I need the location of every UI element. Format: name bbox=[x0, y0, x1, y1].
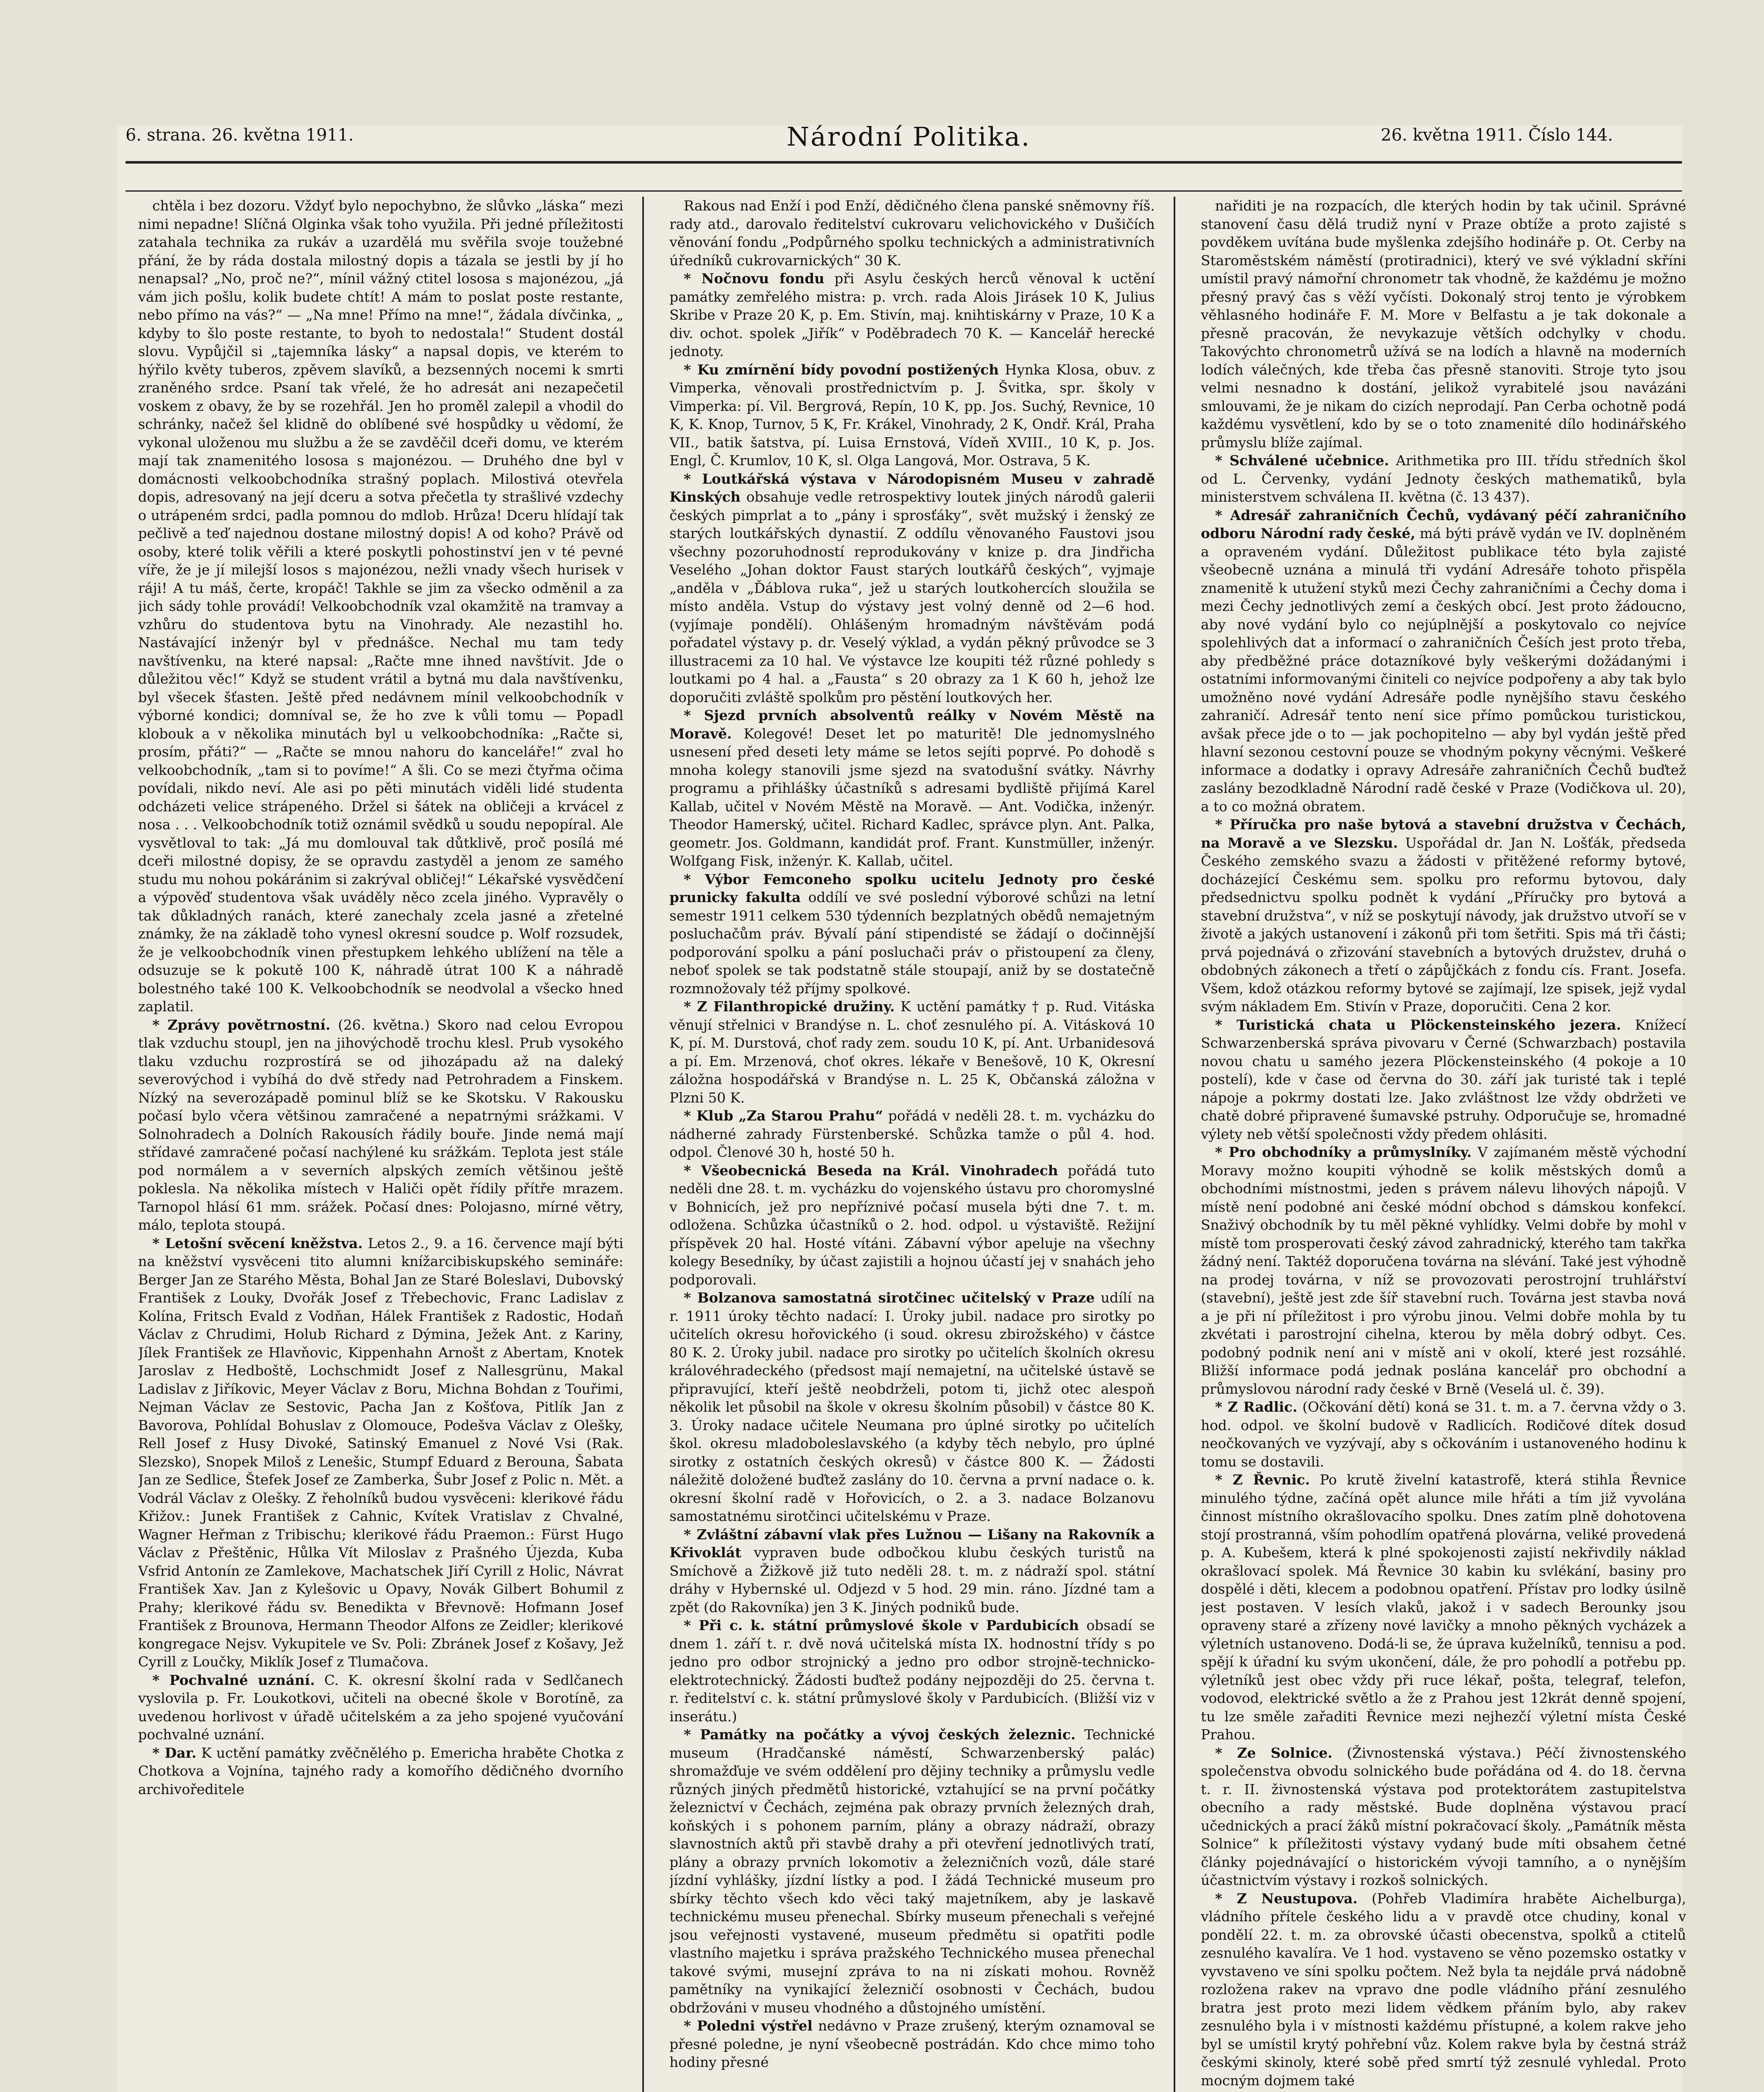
article-paragraph: * Všeobecnická Beseda na Král. Vinohradech pořádá tuto neděli dne 28. t. m. vycházku do vojenského ústavu pro choromyslné v Bohnicích, jež pro nepříznivé počasí musela býti dne 7. t. m. odložena. Schůzka účastníků o 2. hod. odpol. u výstaviště. Režijní příspěvek 20 hal. Hosté vítáni. Zábavní výbor apeluje na všechny kolegy Besedníky, by účast zajistili a hojnou účastí jej v snahách jeho podporovali. bbox=[669, 1162, 1155, 1288]
article-paragraph: * Pro obchodníky a průmyslníky. V zajímaném městě východní Moravy možno koupiti výhodně se kolik městských domů a obchodními místnostmi, jeden s právem nálevu lihových nápojů. V místě není podobné ani české módní obchod s dámskou konfekcí. Snaživý obchodník by tu měl pěkné vyhlídky. Velmi dobře by mohl v místě tom prosperovati český závod zahradnický, kterého tam takřka žádný není. Taktéž doporučena továrna na slévání. Také jest výhodně na prodej továrna, v níž se provozovati perostrojní truhlářství (stavební), ještě jest zde šíř stavební ruch. Továrna jest stavba nová a je při ní příležitost i pro výrobu jinou. Velmi dobře mohla by tu zkvétati i parostrojní cihelna, kterou by měla dobrý odbyt. Ces. podobný podnik není ani v místě ani v okolí, které jest rozsáhlé. Bližší informace podá jednak poslána kancelář pro obchodní a průmyslovou národní rady české v Brně (Veselá ul. č. 39). bbox=[1201, 1144, 1686, 1397]
article-paragraph: * Zvláštní zábavní vlak přes Lužnou — Lišany na Rakovník a Křivoklát vypraven bude odbočkou klubu českých turistů na Smíchově a Žižkově již tuto neděli 28. t. m. z nádraží spol. státní dráhy v Hybernské ul. Odjezd v 5 hod. 29 min. ráno. Jízdné tam a zpět (do Rakovníka) jen 3 K. Jiných podniků bude. bbox=[669, 1526, 1155, 1615]
article-paragraph: * Adresář zahraničních Čechů, vydávaný péčí zahraničního odboru Národní rady české, má býti právě vydán ve IV. doplněném a opraveném vydání. Důležitost publikace této byla zajisté všeobecně uznána a minulá tři vydání Adresáře tohoto přispěla znamenitě k utužení styků mezi Čechy zahraničními a Čechy doma i mezi Čechy jednotlivých zemí a českých obcí. Jest proto žádoucno, aby nové vydání bylo co nejúplnější a poskytovalo co nejvíce spolehlivých dat a informací o zahraničních Češích jest proto třeba, aby předběžné práce dotazníkové byly veškerými dožádanými i ostatními informovanými činiteli co nejvíce podpořeny a aby tak bylo umožněno nové vydání Adresáře podle nynějšího stavu českého zahraničí. Adresář tento není sice přímo pomůckou turistickou, avšak přece jde o to — jak pochopitelno — aby byl vydán ještě před hlavní sezonou cestovní pouze se vhodným pokyny věcnými. Veškeré informace a dodatky i opravy Adresáře zahraničních Čechů buďtež zaslány bezodkladně Národní radě české v Praze (Vodičkova ul. 20), a to co možná obratem. bbox=[1201, 507, 1686, 815]
article-paragraph: chtěla i bez dozoru. Vždyť bylo nepochybno, že slůvko „láska“ mezi nimi nepadne! Slíčná Olginka však toho využila. Při jedné příležitosti zatahala technika za rukáv a uzardělá mu svěřila svoje toužebné přání, že by ráda dostala milostný dopis a tázala se jestli by jí ho nenapsal? „No, proč ne?“, mínil vážný ctitel lososa s majonézou, „já vám jich pošlu, kolik budete chtít! A mám to poslat poste restante, nebo přímo na vás?“ — „Na mne! Přímo na mne!“, žádala dívčinka, „ kdyby to šlo poste restante, to byoh to nedostala!“ Student dostál slovu. Vypůjčil si „tajemníka lásky“ a napsal dopis, ve kterém to hýřilo květy tuberos, zpěvem slavíků, a bezsenných nocemi k smrti zraněného srdce. Psaní tak vřelé, že ho adresát ani nezapečetil voskem z obavy, že by se rozehřál. Jen ho proměl zalepil a vhodil do schránky, načež šel klidně do oblíbené své hospůdky u vědomí, že vykonal uloženou mu službu a že se zavděčil dceři domu, ve kterém mají tak znamenitého lososa s majonézou. — Druhého dne byl v domácnosti velkoobchodníka strašný poplach. Milostivá otevřela dopis, adresovaný na její dceru a sotva přečetla ty strašlivé vzdechy o utrápeném srdci, padla pomnou do mdlob. Hrůza! Dceru hlídají tak pečlivě a teď najednou dostane milostný dopis! A od koho? Právě od osoby, které tolik věřili a které poskytli pohostinství jen v té pevné víře, že je jí milejší losos s majonézou, nežli vnady všech hurisek v ráji! A tu máš, čerte, kropáč! Takhle se jim za všecko odměnil a za jich sády tohle provádí! Velkoobchodník vzal okamžitě na tramvay a vzhůru do studentova bytu na Vinohrady. Ale nezastihl ho. Nastávající inženýr byl v přednášce. Nechal mu tam tedy navštívenku, na které napsal: „Račte mne ihned navštívit. Jde o důležitou věc!“ Když se student vrátil a bytná mu dala navštívenku, byl všecek šťasten. Ještě před nedávnem mínil velkoobchodník v výborné kondici; domníval se, že ho zve k vůli tomu — Popadl klobouk a v několika minutách byl u velkoobchodníka: „Račte si, prosím, přáti?“ — „Račte se mnou nahoru do kanceláře!“ zval ho velkoobchodník, „tam si to povíme!“ A šli. Co se mezi čtyřma očima povídali, nikdo neví. Ale asi po pěti minutách viděli lidé studenta odcházeti velice strápeného. Držel si šátek na obličeji a krvácel z nosa . . . Velkoobchodník totiž oznámil svědků u soudu nepopíral. Ale vysvětloval to tak: „Já mu domlouval tak důtklivě, proč posílá mé dceři milostné dopisy, že se opravdu zastyděl a jenom ze samého studu mu nohou pokáránim si zakrýval obličej!“ Lékařské vysvědčení a výpověď studentova však uváděly něco zcela jiného. Vypravěly o tak důkladných ranách, které zanechaly zcela jasné a zřetelné známky, že na základě toho vynesl okresní soudce p. Wolf rozsudek, že je velkoobchodník vinen přestupkem lehkého ublížení na těle a odsuzuje se k pokutě 100 K, náhradě útrat 100 K a náhradě bolestného také 100 K. Velkoobchodník se neodvolal a všecko hned zaplatil. bbox=[138, 197, 623, 1015]
article-paragraph: * Nočnovu fondu při Asylu českých herců věnoval k uctění památky zemřelého mistra: p. vrch. rada Alois Jirásek 10 K, Julius Skribe v Praze 20 K, p. Em. Stivín, maj. knihtiskárny v Praze, 10 K a div. ochot. spolek „Jiřík“ v Poděbradech 70 K. — Kancelář herecké jednoty. bbox=[669, 270, 1155, 359]
column-1 bbox=[138, 197, 623, 2092]
header-rule-top bbox=[126, 161, 1682, 164]
article-paragraph: * Z Filanthropické družiny. K uctění památky † p. Rud. Vitáska věnují střelnici v Brandýse n. L. choť zesnulého pí. A. Vitásková 10 K, pí. M. Durstová, choť rady zem. soudu 10 K, pí. Ant. Urbanidesová a pí. Em. Mrzenová, choť okres. lékaře v Benešově, 10 K, Okresní záložna hospodářská v Brandýse n. L. 25 K, Občanská záložna v Plzni 50 K. bbox=[669, 998, 1155, 1106]
header-right: 26. května 1911. Číslo 144. bbox=[1381, 126, 1613, 145]
newspaper-title: Národní Politika. bbox=[787, 121, 1031, 152]
article-paragraph: * Ku zmírnění bídy povodní postižených Hynka Klosa, obuv. z Vimperka, věnovali prostřednictvím p. J. Švitka, spr. školy v Vimperka: pí. Vil. Bergrová, Repín, 10 K, pp. Jos. Suchý, Revnice, 10 K, K. Knop, Turnov, 5 K, Fr. Krákel, Vinohrady, 2 K, Ondř. Král, Praha VII., batik šatstva, pí. Luisa Ernstová, Vídeň XVIII., 10 K, p. Jos. Engl, Č. Krumlov, 10 K, sl. Olga Langová, Mor. Ostrava, 5 K. bbox=[669, 361, 1155, 469]
column-divider bbox=[642, 197, 644, 2092]
article-paragraph: * Z Neustupova. (Pohřeb Vladimíra hraběte Aichelburga), vládního přítele českého lidu a v pravdě otce chudiny, konal v pondělí 22. t. m. za obrovské účasti obecenstva, spolků a ctitelů zesnulého kavalíra. Ve 1 hod. vystaveno se věno pozemsko ostatky v vyvstaveno ve síni spolku počtem. Než byla ta nejdále prvá nádobně rozložena rakev na vpravo dne podle vládního přání zesnulého bratra jest proto mezi lidem vědkem přáním bylo, aby rakev zesnulého byla i v místnosti každému přístupné, a kolem rakve jeho byl se umístil krytý pohřební vůz. Kolem rakve byla by čestná stráž českými skinoly, které sobě před smrtí týž zesnulé vyhledal. Proto mocným dojmem také bbox=[1201, 1890, 1686, 2089]
article-paragraph: * Z Radlic. (Očkování dětí) koná se 31. t. m. a 7. června vždy o 3. hod. odpol. ve školní budově v Radlicích. Rodičové dítek dosud neočkovaných ve vyzývají, aby s očkováním i ustanoveného hodinu k tomu se dostavili. bbox=[1201, 1399, 1686, 1470]
header-rule-bottom bbox=[126, 190, 1682, 192]
article-paragraph: * Pochvalné uznání. C. K. okresní školní rada v Sedlčanech vyslovila p. Fr. Loukotkovi, učiteli na obecné škole v Borotíně, za uvedenou horlivost v úřadě učitelském a za jeho spojené vyučování pochvalné uznání. bbox=[138, 1672, 623, 1743]
article-paragraph: * Loutkářská výstava v Národopisném Museu v zahradě Kinských obsahuje vedle retrospektivy loutek jiných národů galerii českých pimprlat a to „pány i sprosťáky“, svět mužský i ženský ze starých loutkářských dynastií. Z oddílu věnovaného Faustovi jsou všechny pozoruhodností reprodukovány v knize p. dra Jindřicha Veselého „Johan doktor Faust starých loutkářů českých“, vyjmaje „anděla v „Ďáblova ruka“, jež u starých loutkohercích sloužila se místo anděla. Vstup do výstavy jest volný denně od 2—6 hod. (vyjímaje pondělí). Ohlášeným hromadným návštěvám podá pořadatel výstavy p. dr. Veselý výklad, a vydán pěkný průvodce se 3 illustracemi za 10 hal. Ve výstavce lze koupiti též různé pohledy s loutkami po 4 hal. a „Fausta“ s 20 obrazy za 1 K 60 h, jehož lze doporučiti zvláště spolkům pro pěstění loutkových her. bbox=[669, 470, 1155, 705]
article-paragraph: * Příručka pro naše bytová a stavební družstva v Čechách, na Moravě a ve Slezsku. Uspořádal dr. Jan N. Lošťák, předseda Českého zemského svazu a žádosti v přitěžené reformy bytové, docházející Českému sem. spolku pro reformu bytovou, daly předsednictvu spolku podnět k vydání „Příručky pro bytová a stavební družstva“, v níž se poskytují návody, jak družstvo utvoří se v životě a jakých ustanovení i zákonů při tom šetřiti. Spis má tři části; prvá pojednává o zřizování stavebních a bytových družstev, druhá o obdobných zákonech a třetí o zápůjčkách z fondu cís. Frant. Josefa. Všem, kdož otázkou reformy bytové se zajímají, lze spisek, jejž vydal svým nákladem Em. Stivín v Praze, doporučiti. Cena 2 kor. bbox=[1201, 816, 1686, 1015]
article-paragraph: * Zprávy povětrnostní. (26. května.) Skoro nad celou Evropou tlak vzduchu stoupl, jen na jihovýchodě trochu klesl. Prub vysokého tlaku vzduchu rozprostírá se od jihozápadu až na daleký severovýchod i vybíhá do dvě středy nad Petrohradem a Finskem. Nízký na severozápadě pominul blíž se ke Skotsku. V Rakousku počasí bylo včera většinou zamračené a nepatrnými srážkami. V Solnohradech a Dolních Rakousích řádily bouře. Jinde nemá mají střídavé zamračené počasí nachýlené ku srážkám. Teplota jest stále pod normálem a v severních alpských zemích většinou ještě poklesla. Na několika místech v Haliči opět řídily přítře mrazem. Tarnopol hlásí 61 mm. srážek. Počasí dnes: Polojasno, mírné větry, málo, teplota stoupá. bbox=[138, 1016, 623, 1233]
article-paragraph: * Ze Solnice. (Živnostenská výstava.) Péčí živnostenského společenstva obvodu solnického bude pořádána od 4. do 18. června t. r. II. živnostenská výstava pod protektorátem zastupitelstva obecního a rady městské. Bude doplněna výstavou prací učednických a prací žáků místní pokračovací školy. „Památník města Solnice“ k příležitosti výstavy vydaný bude míti obsahem četné články pojednávající o historickém vývoji tamního, a o nynějším účastnictvím výstavy i rozkoš solnických. bbox=[1201, 1744, 1686, 1888]
column-2 bbox=[669, 197, 1155, 2092]
article-paragraph: * Při c. k. státní průmyslové škole v Pardubicích obsadí se dnem 1. září t. r. dvě nová učitelská místa IX. hodnostní třídy s po jedno pro odbor strojnický a jedno pro odbor strojně-technicko-elektrotechnický. Žádosti buďtež podány nejpozději do 25. června t. r. ředitelství c. k. státní průmyslové školy v Pardubicích. (Bližší viz v inserátu.) bbox=[669, 1617, 1155, 1725]
column-3 bbox=[1201, 197, 1686, 2092]
article-paragraph: Rakous nad Enží i pod Enží, dědičného člena panské sněmovny říš. rady atd., darovalo ředitelství cukrovaru velichovického v Dušičích věnování fondu „Podpůrného spolku technických a administrativních úředníků cukrovarnických“ 30 K. bbox=[669, 197, 1155, 269]
article-paragraph: * Schválené učebnice. Arithmetika pro III. třídu středních škol od L. Červenky, vydání Jednoty českých mathematiků, byla ministerstvem schválena II. května (č. 13 437). bbox=[1201, 452, 1686, 505]
header-left: 6. strana. 26. května 1911. bbox=[126, 126, 354, 145]
article-paragraph: * Památky na počátky a vývoj českých železnic. Technické museum (Hradčanské náměstí, Schwarzenberský palác) shromažďuje ve svém oddělení pro dějiny techniky a průmyslu vedle různých jiných předmětů historické, vztahující se na první počátky železnictví v Čechách, zejména pak obrazy prvních železných drah, koňských i s pohonem parním, plány a obrazy nádraží, obrazy slavnostních aktů při stavbě drahy a při otevření jednotlivých tratí, plány a obrazy prvních lokomotiv a železničních vozů, dále staré jízdní vyhlášky, jízdní lístky a pod. I žádá Technické museum pro sbírky těchto všech kdo věci taký majetníkem, aby je laskavě technickému museu přenechal. Sbírky museum přenechali s veřejné jsou veřejnosti vystavené, museum předmětu si opatřiti podle vlastního majetku i správa pražského Technického musea přenechal takové svými, musejní zpráva to na ni získati mohou. Rovněž pamětníky na vynikající železničí osobnosti v Čechách, budou obdržováni v museu vhodného a důstojného umístění. bbox=[669, 1726, 1155, 2016]
article-paragraph: * Turistická chata u Plöckensteinského jezera. Knížecí Schwarzenberská správa pivovaru v Černé (Schwarzbach) postavila novou chatu u samého jezera Plöckensteinského (4 pokoje a 10 postelí), kde v čase od června do 30. září jak turisté tak i teplé nápoje a pokrmy dostati lze. Jako zvláštnost lze vždy obdržeti ve chatě dobré připravené šumavské pstruhy. Odporučuje se, hromadné výlety neb větší společnosti vždy předem ohlásiti. bbox=[1201, 1016, 1686, 1142]
article-paragraph: * Letošní svěcení kněžstva. Letos 2., 9. a 16. července mají býti na kněžství vysvěceni tito alumni knížarcibiskupského semináře: Berger Jan ze Starého Města, Bohal Jan ze Staré Boleslavi, Dubovský František z Louky, Dvořák Josef z Třebechovic, Franc Ladislav z Kolína, Fritsch Evald z Vodňan, Hálek František z Radostic, Hodaň Václav z Chrudimi, Holub Richard z Dýmina, Ježek Ant. z Kariny, Jílek František ze Hlavňovic, Kippenhahn Arnošt z Abertam, Knotek Jaroslav z Hedboště, Lochschmidt Josef z Nallesgrünu, Makal Ladislav z Jiříkovic, Meyer Václav z Boru, Michna Bohdan z Touřimi, Nejman Václav ze Sestovic, Pacha Jan z Košťova, Pitlík Jan z Bavorova, Pohlídal Bohuslav z Olomouce, Podešva Václav z Olešky, Rell Josef z Husy Divoké, Satinský Emanuel z Nové Vsi (Rak. Slezsko), Snopek Miloš z Lenešic, Stumpf Eduard z Berouna, Šabata Jan ze Sedlice, Štefek Josef ze Zamberka, Šubr Josef z Polic n. Mět. a Vodrál Václav z Olešky. Z řeholníků budou vysvěceni: klerikové řádu Křižov.: Junek František z Cahnic, Kvítek Vratislav z Chvalné, Wagner Heřman z Tribischu; klerikové řádu Praemon.: Fürst Hugo Václav z Přeštěnic, Hůlka Vít Miloslav z Prašného Újezda, Kuba Vsfrid Antonín ze Zamlekove, Machatschek Jiří Cyrill z Holic, Návrat František Xav. Jan z Kylešovic u Opavy, Novák Gilbert Bohumil z Prahy; klerikové řádu sv. Benedikta v Břevnově: Hofmann Josef František z Brounova, Hermann Theodor Alfons ze Zeidler; klerikové kongregace Nejsv. Vykupitele ve Sv. Poli: Zbránek Josef z Košavy, Jež Cyrill z Loučky, Miklík Josef z Tlumačova. bbox=[138, 1235, 623, 1670]
article-paragraph: nařiditi je na rozpacích, dle kterých hodin by tak učinil. Správné stanovení času dělá trudiž nyní v Praze obtíže a proto zajisté s povděkem uvítána bude myšlenka zdejšího hodináře p. Ot. Cerby na Staroměstském náměstí (protiradnici), který ve své výkladní skříni umístil pravý námořní chronometr tak vhodně, že každému je možno přesný pravý čas s věží vyčísti. Dokonalý stroj tento je výrobkem věhlasného hodináře F. M. More v Belfastu a je tak dokonale a přesně pracován, že nevykazuje větších odchylky v chodu. Takovýchto chronometrů užívá se na lodích a hlavně na moderních lodích válečných, kde třeba čas přesně stanoviti. Stroje tyto jsou velmi nesnadno k dostání, jelikož vyrabitelé jsou navázáni smlouvami, že je nikam do cizích neprodají. Pan Cerba ochotně podá každému vysvětlení, kdo by se o toto znamenité dílo hodinářského průmyslu blíže zajímal. bbox=[1201, 197, 1686, 451]
article-paragraph: * Z Řevnic. Po krutě živelní katastrofě, která stihla Řevnice minulého týdne, začíná opět alunce mile hřáti a tím již vyvolána činnost místního okrašlovacího spolku. Dnes zatím plně dohotovena stojí prostranná, vším pohodlím opatřená plovárna, veliké provedená p. A. Kubešem, která k plné spokojenosti zajistí nekřivdily náklad okrašlovací spolek. Má Řevnice 30 kabin ku svlékání, basiny pro dospělé i děti, klecem a podobnou opatření. Přístav pro lodky úsilně jest postaven. V lesích vlaků, jakož i v sadech Berounky jsou opraveny staré a zřízeny nové lavičky a mnoho pěkných vycházek a výletních ustanoveno. Dodá-li se, že úprava kuželníků, tennisu a pod. spějí k úřadní ku svým ukončení, dále, že pro pohodlí a potřebu pp. výletníků jest obec vždy při ruce lékař, pošta, telegraf, telefon, vodovod, elektrické světlo a že z Prahou jest 12krát denně spojení, tu lze směle zařaditi Řevnice mezi nejhezčí výletní místa České Prahou. bbox=[1201, 1472, 1686, 1743]
article-paragraph: * Bolzanova samostatná sirotčinec učitelský v Praze udílí na r. 1911 úroky těchto nadací: I. Úroky jubil. nadace pro sirotky po učitelích okresu hořovického (i soud. okresu zbirožského) v částce 80 K. 2. Úroky jubil. nadace pro sirotky po učitelích školních okresu královéhradeckého (předsost mají nemajetní, na učitelské ústavě se připravující, kteří ještě neobdrželi, potom ti, jichž otec alespoň několik let působil na škole v okresu školním působil) v částce 80 K. 3. Úroky nadace učitele Neumana pro úplné sirotky po učitelích škol. okresu mladoboleslavského (a kdyby těch nebylo, pro úplné sirotky z ostatních českých okresů) v částce 800 K. — Žádosti náležitě doložené buďtež zaslány do 10. června a první nadace o. k. okresní školní radě v Hořovicích, o 2. a 3. nadace Bolzanovu samostatnému sirotčinci učitelskému v Praze. bbox=[669, 1290, 1155, 1524]
article-paragraph: * Dar. K uctění památky zvěčnělého p. Emericha hraběte Chotka z Chotkova a Vojnína, tajného rady a komořího dědičného dvorního archivoředitele bbox=[138, 1744, 623, 1797]
column-divider bbox=[1174, 197, 1175, 2092]
article-paragraph: * Sjezd prvních absolventů reálky v Novém Městě na Moravě. Kolegové! Deset let po maturitě! Dle jednomyslného usnesení před deseti lety máme se letos sejíti poprvé. Po dohodě s mnoha kolegy stanovili jsme sjezd na svatodušní svátky. Návrhy programu a přihlášky účastníků s adresami bydliště přijímá Karel Kallab, učitel v Novém Městě na Moravě. — Ant. Vodička, inženýr. Theodor Hamerský, učitel. Richard Kadlec, správce plyn. Ant. Palka, geometr. Jos. Goldmann, kandidát prof. Frant. Kunstmüller, inženýr. Wolfgang Fisk, inženýr. K. Kallab, učitel. bbox=[669, 707, 1155, 869]
article-paragraph: * Výbor Femconeho spolku ucitelu Jednoty pro české prunicky fakulta oddílí ve své poslední výborové schůzi na letní semestr 1911 celkem 530 týdenních bezplatných obědů nemajetným posluchačům práv. Bývalí pání stipendisté se žádají o dočinnější podporování spolku a pání posluchači práv o přistoupení za členy, neboť spolek se tak podstatně stále stoupají, aniž by se dostatečně rozmnožovaly též příjmy spolkové. bbox=[669, 871, 1155, 997]
article-paragraph: * Poledni výstřel nedávno v Praze zrušený, kterým oznamoval se přesné poledne, je nyní všeobecně postrádán. Kdo chce mimo toho hodiny přesné bbox=[669, 2018, 1155, 2070]
article-paragraph: * Klub „Za Starou Prahu“ pořádá v neděli 28. t. m. vycházku do nádherné zahrady Fürstenberské. Schůzka tamže o půl 4. hod. odpol. Členové 30 h, hosté 50 h. bbox=[669, 1108, 1155, 1160]
